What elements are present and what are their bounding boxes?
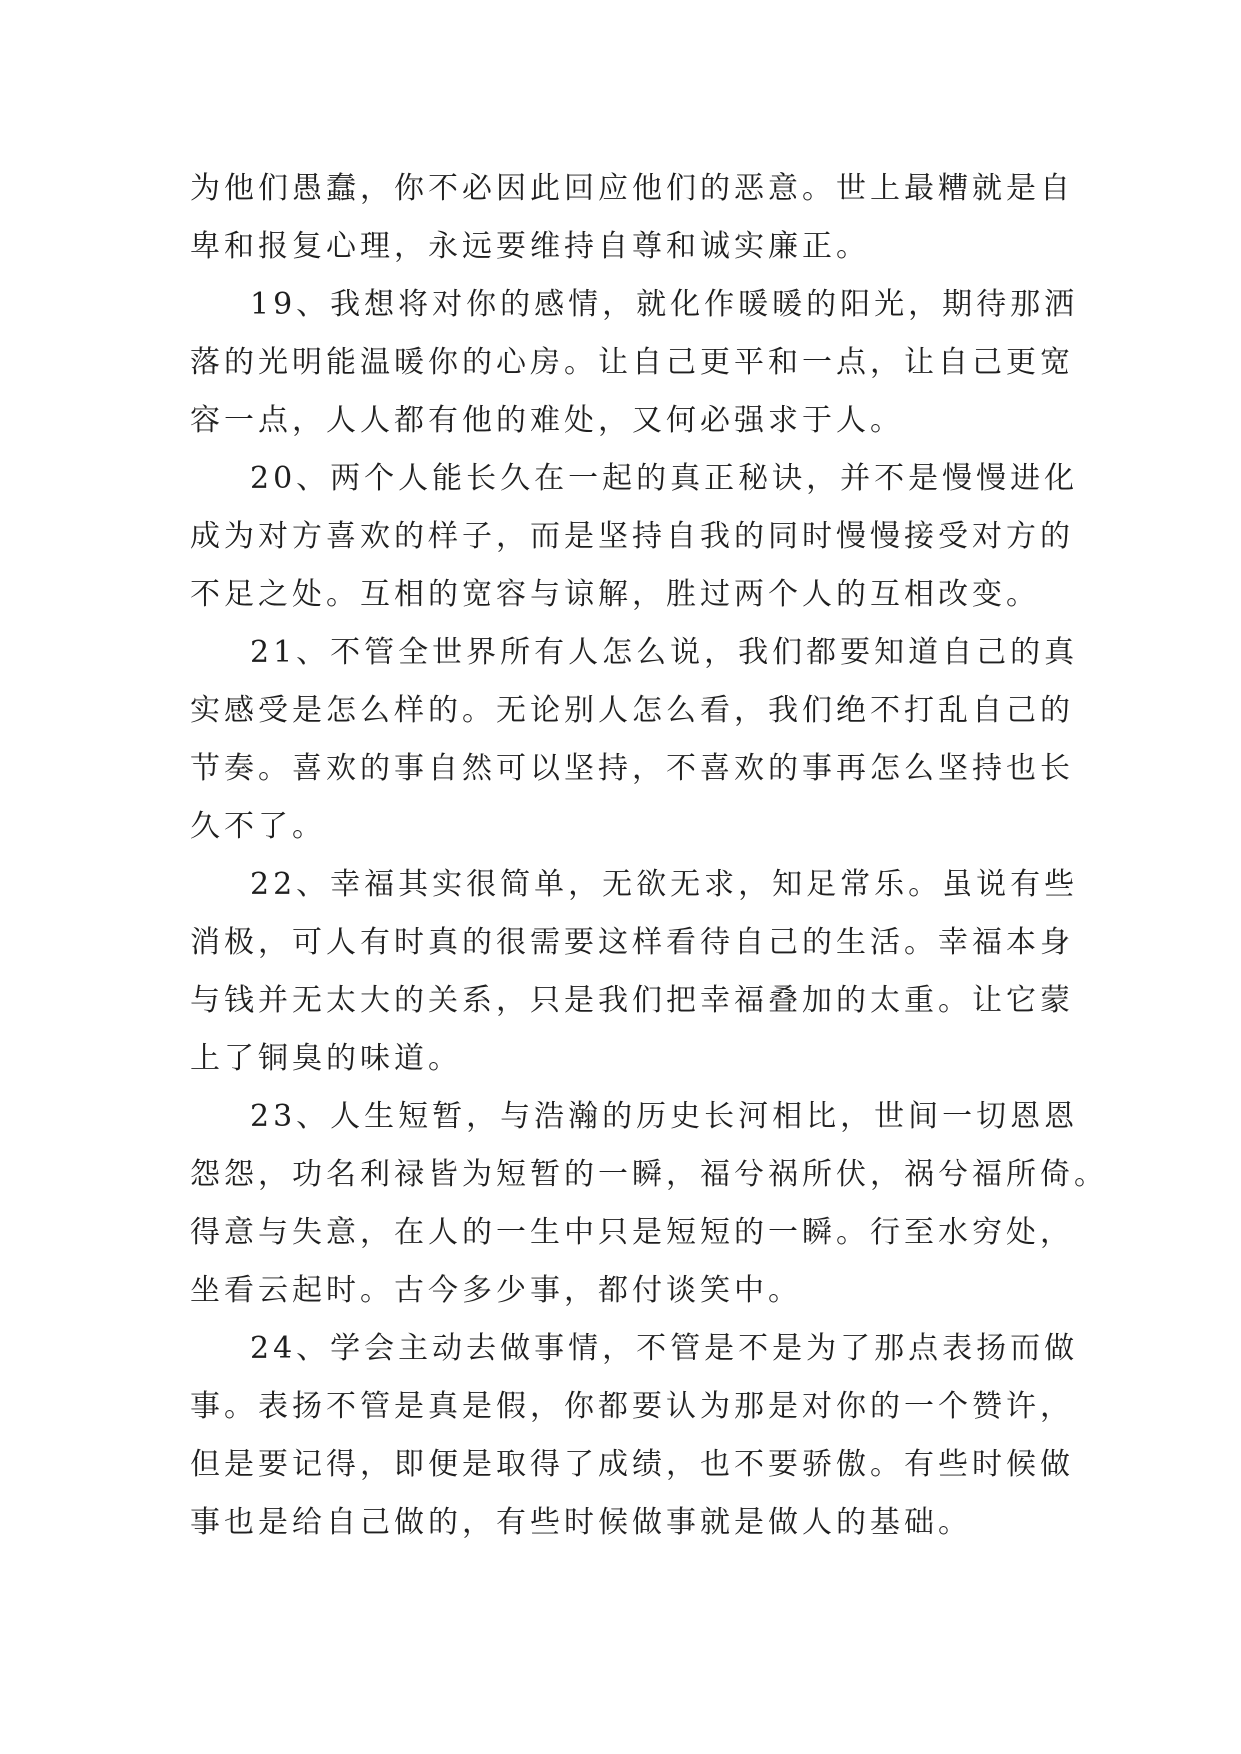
text-line: 不足之处。互相的宽容与谅解，胜过两个人的互相改变。 xyxy=(190,577,1040,612)
text-line: 成为对方喜欢的样子，而是坚持自我的同时慢慢接受对方的 xyxy=(190,519,1074,554)
text-line: 节奏。喜欢的事自然可以坚持，不喜欢的事再怎么坚持也长 xyxy=(190,751,1074,786)
text-line: 得意与失意，在人的一生中只是短短的一瞬。行至水穷处， xyxy=(190,1215,1074,1250)
paragraph-start-21: 21、不管全世界所有人怎么说，我们都要知道自己的真 xyxy=(250,635,1079,670)
paragraph-start-20: 20、两个人能长久在一起的真正秘诀，并不是慢慢进化 xyxy=(250,461,1079,496)
paragraph-start-22: 22、幸福其实很简单，无欲无求，知足常乐。虽说有些 xyxy=(250,867,1079,902)
paragraph-start-19: 19、我想将对你的感情，就化作暖暖的阳光，期待那洒 xyxy=(250,287,1079,322)
text-line: 卑和报复心理，永远要维持自尊和诚实廉正。 xyxy=(190,229,870,264)
text-line: 事。表扬不管是真是假，你都要认为那是对你的一个赞许， xyxy=(190,1389,1074,1424)
paragraph-start-23: 23、人生短暂，与浩瀚的历史长河相比，世间一切恩恩 xyxy=(250,1099,1079,1134)
text-line: 落的光明能温暖你的心房。让自己更平和一点，让自己更宽 xyxy=(190,345,1074,380)
text-line: 坐看云起时。古今多少事，都付谈笑中。 xyxy=(190,1273,802,1308)
document-body xyxy=(190,160,1108,1552)
text-line: 实感受是怎么样的。无论别人怎么看，我们绝不打乱自己的 xyxy=(190,693,1074,728)
text-line: 但是要记得，即便是取得了成绩，也不要骄傲。有些时候做 xyxy=(190,1447,1074,1482)
text-line: 容一点，人人都有他的难处，又何必强求于人。 xyxy=(190,403,904,438)
text-line: 怨怨，功名利禄皆为短暂的一瞬，福兮祸所伏，祸兮福所倚。 xyxy=(190,1157,1108,1192)
text-line: 久不了。 xyxy=(190,809,326,844)
text-line: 为他们愚蠢，你不必因此回应他们的恶意。世上最糟就是自 xyxy=(190,171,1074,206)
text-line: 上了铜臭的味道。 xyxy=(190,1041,462,1076)
text-line: 与钱并无太大的关系，只是我们把幸福叠加的太重。让它蒙 xyxy=(190,983,1074,1018)
paragraph-start-24: 24、学会主动去做事情，不管是不是为了那点表扬而做 xyxy=(250,1331,1079,1366)
text-line: 事也是给自己做的，有些时候做事就是做人的基础。 xyxy=(190,1505,972,1540)
text-line: 消极，可人有时真的很需要这样看待自己的生活。幸福本身 xyxy=(190,925,1074,960)
